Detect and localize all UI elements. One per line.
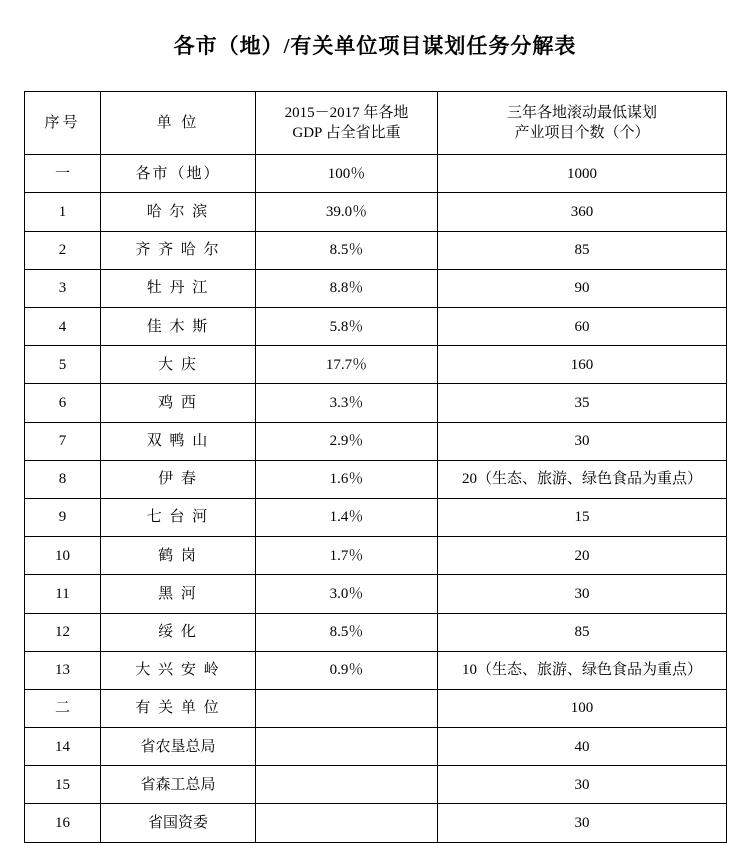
cell-seq: 10 [25,537,101,575]
cell-gdp-share: 1.4％ [256,498,438,536]
cell-projects: 30 [438,766,727,804]
cell-gdp-share [256,728,438,766]
table-row [25,460,727,498]
cell-gdp-share: 100％ [256,155,438,193]
cell-unit: 牡 丹 江 [101,269,256,307]
cell-seq: 一 [25,155,101,193]
table-row [25,766,727,804]
cell-unit: 省农垦总局 [101,728,256,766]
table-row [25,193,727,231]
cell-seq: 14 [25,728,101,766]
cell-gdp-share: 39.0％ [256,193,438,231]
cell-seq: 二 [25,689,101,727]
cell-unit: 佳 木 斯 [101,308,256,346]
cell-seq: 11 [25,575,101,613]
cell-projects: 60 [438,308,727,346]
table-header [25,92,727,155]
cell-unit: 伊 春 [101,460,256,498]
cell-unit: 有 关 单 位 [101,689,256,727]
cell-projects: 35 [438,384,727,422]
column-header-seq-line: 序号 [44,115,81,132]
table-row [25,613,727,651]
cell-projects: 85 [438,613,727,651]
cell-unit: 大 庆 [101,346,256,384]
cell-unit: 双 鸭 山 [101,422,256,460]
cell-projects: 90 [438,269,727,307]
table-row [25,575,727,613]
cell-projects: 20（生态、旅游、绿色食品为重点） [438,460,727,498]
cell-gdp-share: 17.7％ [256,346,438,384]
column-header-gdp-line2: GDP 占全省比重 [292,125,401,142]
cell-projects: 85 [438,231,727,269]
cell-gdp-share: 8.5％ [256,231,438,269]
cell-projects: 1000 [438,155,727,193]
cell-unit: 省国资委 [101,804,256,842]
cell-unit: 黑 河 [101,575,256,613]
column-header-seq [25,92,101,155]
table-row [25,689,727,727]
cell-gdp-share [256,766,438,804]
column-header-projects-line2: 产业项目个数（个） [514,125,650,142]
cell-projects: 30 [438,804,727,842]
cell-gdp-share [256,689,438,727]
cell-gdp-share: 5.8％ [256,308,438,346]
cell-projects: 100 [438,689,727,727]
cell-gdp-share: 8.8％ [256,269,438,307]
table-row [25,422,727,460]
cell-seq: 8 [25,460,101,498]
cell-seq: 6 [25,384,101,422]
cell-unit: 各市（地） [101,155,256,193]
column-header-unit [101,92,256,155]
table-row [25,728,727,766]
cell-unit: 绥 化 [101,613,256,651]
cell-unit: 哈 尔 滨 [101,193,256,231]
cell-unit: 大 兴 安 岭 [101,651,256,689]
table-row [25,231,727,269]
table-row [25,537,727,575]
cell-seq: 12 [25,613,101,651]
cell-seq: 3 [25,269,101,307]
cell-projects: 20 [438,537,727,575]
cell-gdp-share: 1.7％ [256,537,438,575]
table-row [25,308,727,346]
table-row [25,651,727,689]
cell-gdp-share: 3.3％ [256,384,438,422]
cell-unit: 齐 齐 哈 尔 [101,231,256,269]
cell-seq: 16 [25,804,101,842]
cell-unit: 省森工总局 [101,766,256,804]
cell-seq: 5 [25,346,101,384]
column-header-unit-line: 单 位 [156,115,200,132]
cell-gdp-share: 0.9％ [256,651,438,689]
cell-seq: 13 [25,651,101,689]
cell-projects: 30 [438,575,727,613]
cell-projects: 10（生态、旅游、绿色食品为重点） [438,651,727,689]
cell-unit: 七 台 河 [101,498,256,536]
cell-seq: 9 [25,498,101,536]
cell-unit: 鹤 岗 [101,537,256,575]
cell-projects: 30 [438,422,727,460]
column-header-gdp-share [256,92,438,155]
cell-gdp-share: 2.9％ [256,422,438,460]
cell-seq: 15 [25,766,101,804]
column-header-projects [438,92,727,155]
task-breakdown-table [24,91,727,842]
page-title: 各市（地）/有关单位项目谋划任务分解表 [173,34,577,58]
table-row [25,384,727,422]
cell-gdp-share: 3.0％ [256,575,438,613]
cell-projects: 360 [438,193,727,231]
table-row [25,269,727,307]
table-row [25,498,727,536]
table-row [25,155,727,193]
table-body [25,155,727,842]
cell-gdp-share: 8.5％ [256,613,438,651]
cell-unit: 鸡 西 [101,384,256,422]
column-header-projects-line1: 三年各地滚动最低谋划 [506,105,657,122]
table-container [24,60,726,842]
column-header-gdp-line1: 2015－2017 年各地 [284,105,409,122]
cell-gdp-share [256,804,438,842]
cell-seq: 2 [25,231,101,269]
table-row [25,346,727,384]
cell-seq: 4 [25,308,101,346]
table-row [25,804,727,842]
cell-seq: 1 [25,193,101,231]
table-header-row [25,92,727,155]
cell-gdp-share: 1.6％ [256,460,438,498]
cell-projects: 40 [438,728,727,766]
cell-projects: 160 [438,346,727,384]
cell-projects: 15 [438,498,727,536]
cell-seq: 7 [25,422,101,460]
